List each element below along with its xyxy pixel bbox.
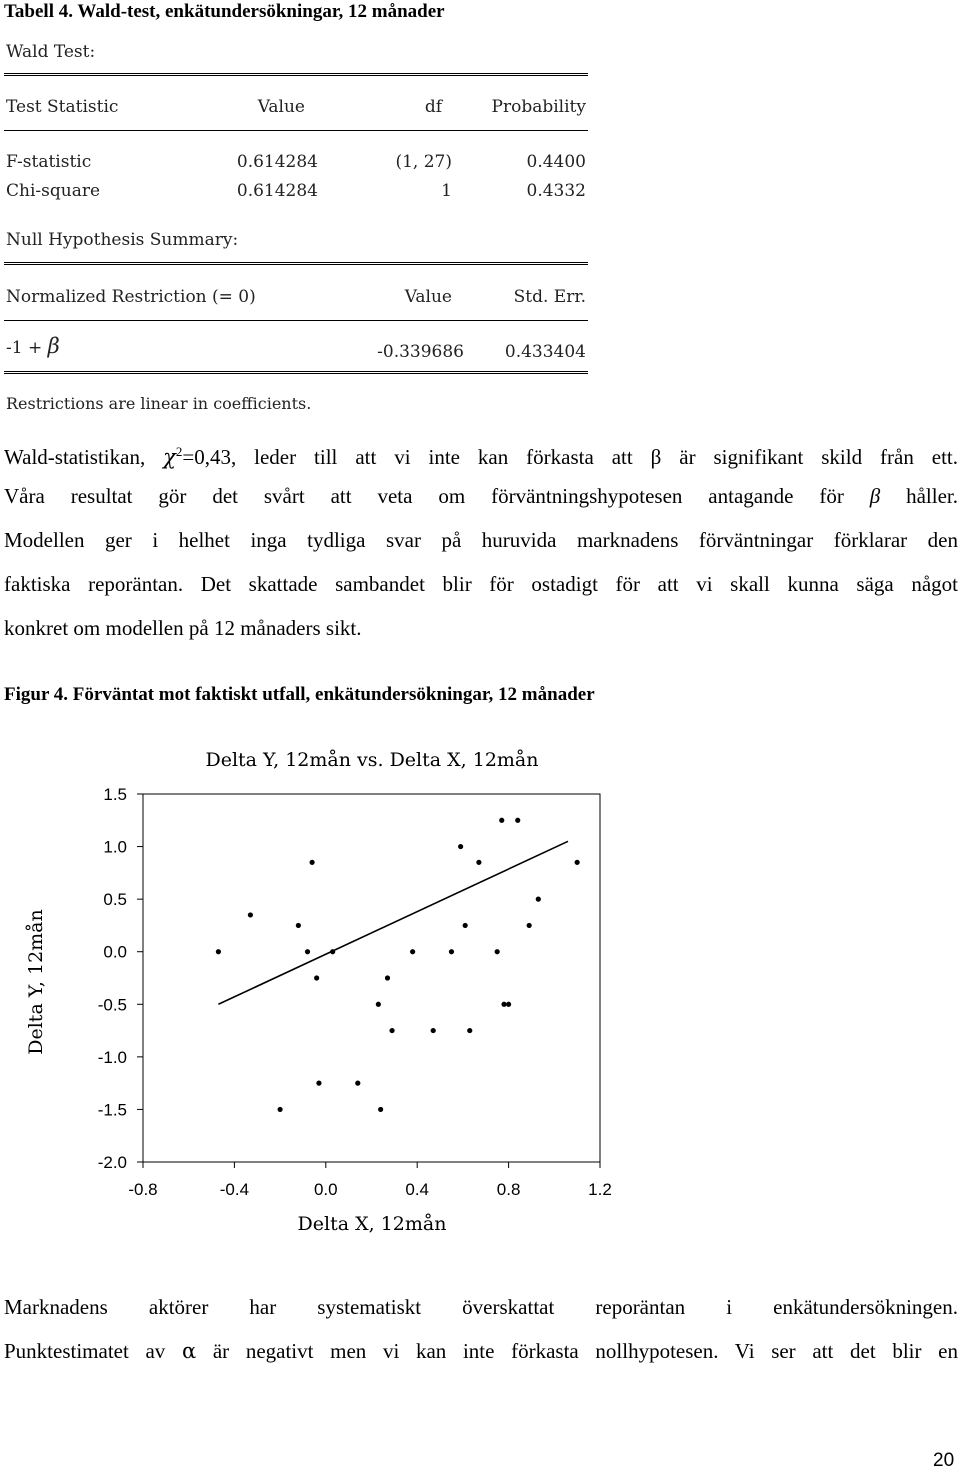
header-rule xyxy=(4,130,588,131)
data-point xyxy=(376,1002,381,1007)
data-point xyxy=(575,860,580,865)
table-bottom-rule xyxy=(4,371,588,374)
beta-symbol: β xyxy=(869,484,881,508)
restriction-prefix: -1 + xyxy=(6,338,48,358)
table-caption: Tabell 4. Wald-test, enkätundersökningar, 12 månader xyxy=(4,1,445,22)
null-header-stderr: Std. Err. xyxy=(513,287,586,307)
row-f-statistic-df: (1, 27) xyxy=(395,152,452,172)
data-point xyxy=(305,949,310,954)
data-point xyxy=(309,860,314,865)
table-footnote: Restrictions are linear in coefficients. xyxy=(6,394,312,413)
y-tick-label: -2.0 xyxy=(97,1153,127,1172)
y-tick-label: 1.0 xyxy=(103,837,127,857)
y-tick-label: 0.5 xyxy=(103,890,127,910)
data-point xyxy=(527,923,532,928)
data-point xyxy=(495,949,500,954)
row-chi-square-prob: 0.4332 xyxy=(526,181,586,201)
y-tick-label: 0.0 xyxy=(103,942,127,962)
x-tick-label: 0.4 xyxy=(405,1180,430,1199)
data-point xyxy=(296,923,301,928)
data-point xyxy=(410,949,415,954)
data-point xyxy=(467,1028,472,1033)
y-tick-label: -1.5 xyxy=(97,1100,127,1120)
null-top-rule xyxy=(4,262,588,265)
text-run: Våra resultat gör det svårt att veta om förväntningshypotesen antagande för xyxy=(4,484,870,508)
data-point xyxy=(449,949,454,954)
data-point xyxy=(355,1081,360,1086)
data-point xyxy=(248,912,253,917)
data-point xyxy=(463,923,468,928)
data-point xyxy=(431,1028,436,1033)
paragraph-conclusion xyxy=(4,1285,958,1373)
text-run: är negativt men vi kan inte förkasta nollhypotesen. Vi ser att det blir en xyxy=(196,1339,958,1363)
alpha-symbol: α xyxy=(181,1339,197,1363)
paragraph-line xyxy=(4,1329,958,1373)
y-tick-label: -1.0 xyxy=(97,1047,127,1067)
row-chi-square-df: 1 xyxy=(441,181,452,201)
chi-symbol: χ xyxy=(163,445,176,469)
data-point xyxy=(330,949,335,954)
text-run: Punktestimatet av xyxy=(4,1339,182,1363)
row-f-statistic-label: F-statistic xyxy=(6,152,92,172)
row-chi-square-label: Chi-square xyxy=(6,181,101,201)
beta-symbol: β xyxy=(47,334,60,358)
data-point xyxy=(316,1081,321,1086)
table-top-rule xyxy=(4,73,588,76)
paragraph-line xyxy=(4,474,958,518)
fit-line xyxy=(218,841,568,1004)
row-f-statistic-value: 0.614284 xyxy=(236,152,318,172)
header-test-statistic: Test Statistic xyxy=(6,97,119,117)
header-df: df xyxy=(424,97,442,117)
y-tick-label: 1.5 xyxy=(103,785,127,804)
paragraph-line: Modellen ger i helhet inga tydliga svar på huruvida marknadens förväntningar förklarar den xyxy=(4,528,958,552)
x-tick-label: 0.0 xyxy=(313,1180,338,1199)
x-tick-label: -0.4 xyxy=(219,1180,250,1199)
restriction-value: -0.339686 xyxy=(377,342,464,362)
x-tick-label: -0.8 xyxy=(128,1180,158,1199)
null-header-restriction: Normalized Restriction (= 0) xyxy=(6,287,256,307)
data-point xyxy=(515,818,520,823)
data-point xyxy=(458,844,463,849)
data-point xyxy=(476,860,481,865)
data-point xyxy=(314,975,319,980)
data-point xyxy=(378,1107,383,1112)
y-tick-label: -0.5 xyxy=(97,995,127,1015)
null-hypothesis-label: Null Hypothesis Summary: xyxy=(6,230,239,250)
y-axis-label: Delta Y, 12mån xyxy=(25,909,47,1055)
null-header-value: Value xyxy=(404,287,452,307)
data-point xyxy=(506,1002,511,1007)
null-header-rule xyxy=(4,320,588,321)
data-point xyxy=(536,897,541,902)
data-point xyxy=(501,1002,506,1007)
data-point xyxy=(389,1028,394,1033)
text-run: Wald-statistikan, xyxy=(4,445,164,469)
paragraph-line: faktiska reporäntan. Det skattade sambandet blir för ostadigt för att vi skall kunna säga något xyxy=(4,572,958,596)
x-axis-label: Delta X, 12mån xyxy=(297,1213,447,1235)
text-run: =0,43, leder till att vi inte kan förkasta att β är signifikant skild från ett. xyxy=(182,445,959,469)
chart-title: Delta Y, 12mån vs. Delta X, 12mån xyxy=(205,749,539,771)
paragraph-line: Marknadens aktörer har systematiskt överskattat reporäntan i enkätundersökningen. xyxy=(4,1295,958,1319)
header-probability: Probability xyxy=(491,97,586,117)
x-tick-label: 0.8 xyxy=(496,1180,521,1199)
data-point xyxy=(216,949,221,954)
scatter-chart xyxy=(0,740,960,1260)
plot-frame xyxy=(143,794,600,1162)
text-run: håller. xyxy=(880,484,959,508)
figure-caption: Figur 4. Förväntat mot faktiskt utfall, enkätundersökningar, 12 månader xyxy=(4,684,595,705)
data-point xyxy=(385,975,390,980)
page-number: 20 xyxy=(933,1450,955,1471)
data-point xyxy=(499,818,504,823)
header-value: Value xyxy=(257,97,305,117)
data-point xyxy=(278,1107,283,1112)
restriction-stderr: 0.433404 xyxy=(504,342,586,362)
paragraph-line xyxy=(4,430,958,474)
row-chi-square-value: 0.614284 xyxy=(236,181,318,201)
row-f-statistic-prob: 0.4400 xyxy=(526,152,586,172)
wald-test-label: Wald Test: xyxy=(6,42,96,62)
superscript: 2 xyxy=(175,444,183,459)
x-tick-label: 1.2 xyxy=(588,1180,612,1199)
paragraph-wald-discussion xyxy=(4,430,958,650)
paragraph-line: konkret om modellen på 12 månaders sikt. xyxy=(4,616,362,640)
restriction-expression xyxy=(6,334,60,358)
